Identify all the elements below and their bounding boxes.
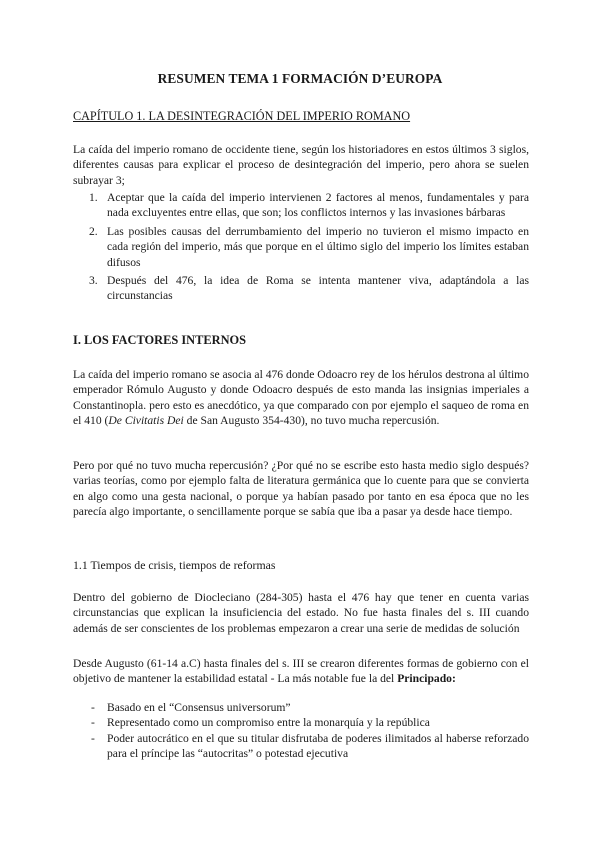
work-title: De Civitatis Dei [108,414,184,428]
paragraph-1-text: La caída del imperio romano se asocia al 476 donde Odoacro rey de los hérulos destrona al último emperador Rómulo Augusto y donde Odoacro después de esto manda las insignias imperiales a Constantinopla. pero esto es anecdótico, ya que comparado con por ejemplo el saqueo de roma en el 410 ( [73,368,529,428]
list-number: 1. [89,191,98,204]
list-item-text: Las posibles causas del derrumbamiento del imperio no tuvieron el mismo impacto en cada región del imperio, más que porque en el último siglo del imperio los límites estaban difusos [107,224,529,269]
bullet-text: Poder autocrático en el que su titular disfrutaba de poderes ilimitados al haberse reforzado para el príncipe las “autocritas” o potestad ejecutiva [107,731,529,761]
bullet-item [73,715,529,730]
paragraph-3: Dentro del gobierno de Diocleciano (284-305) hasta el 476 hay que tener en cuenta varias circunstancias que explican la insuficiencia del estado. No fue hasta finales del s. III cuando además de ser conscientes de los problemas empezaron a crear una serie de medidas de solución [73,591,529,635]
bullet-text: Representado como un compromiso entre la monarquía y la república [107,716,430,730]
bullet-dash: - [91,716,95,730]
list-item [73,224,529,270]
bullet-dash: - [91,731,95,745]
paragraph-2: Pero por qué no tuvo mucha repercusión? ¿Por qué no se escribe esto hasta medio siglo después? varias teorías, como por ejemplo falta de literatura germánica que lo cuente para que se convierta en algo como una gesta nacional, o porque ya habían pasado por tanto en esa época que no les parecía algo importante, o sencillamente porque se sabía que iba a pasar ya desde hace tiempo. [73,459,529,519]
numbered-list [73,190,529,307]
list-item [73,190,529,221]
intro-paragraph: La caída del imperio romano de occidente tiene, según los historiadores en estos últimos 3 siglos, diferentes causas para explicar el proceso de desintegración del imperio, pero ahora se suelen subrayar 3; [73,143,529,187]
paragraph-4 [73,656,529,687]
list-item-text: Aceptar que la caída del imperio intervienen 2 factores al menos, fundamentales y para nada excluyentes entre ellas, que son; los conflictos internos y las invasiones bárbaras [107,191,529,220]
bullet-dash: - [91,701,95,714]
section-heading: I. LOS FACTORES INTERNOS [73,333,247,347]
chapter-heading: CAPÍTULO 1. LA DESINTEGRACIÓN DEL IMPERIO ROMANO [73,109,411,123]
list-item [73,273,529,304]
subsection-heading: 1.1 Tiempos de crisis, tiempos de reformas [73,558,276,572]
document-title: RESUMEN TEMA 1 FORMACIÓN D’EUROPA [157,71,443,86]
paragraph-1 [73,367,529,429]
list-number: 3. [89,274,98,288]
bullet-item [73,731,529,762]
bullet-list [73,700,529,762]
bullet-text: Basado en el “Consensus universorum” [107,701,291,714]
paragraph-1-end: de San Augusto 354-430), no tuvo mucha repercusión. [183,414,440,428]
list-item-text: Después del 476, la idea de Roma se intenta mantener viva, adaptándola a las circunstancias [107,274,529,303]
bullet-item [73,700,529,715]
list-number: 2. [89,224,98,238]
paragraph-4-text: Desde Augusto (61-14 a.C) hasta finales del s. III se crearon diferentes formas de gobierno con el objetivo de mantener la estabilidad estatal - La más notable fue la del [73,657,529,686]
principado-term: Principado: [397,672,456,686]
